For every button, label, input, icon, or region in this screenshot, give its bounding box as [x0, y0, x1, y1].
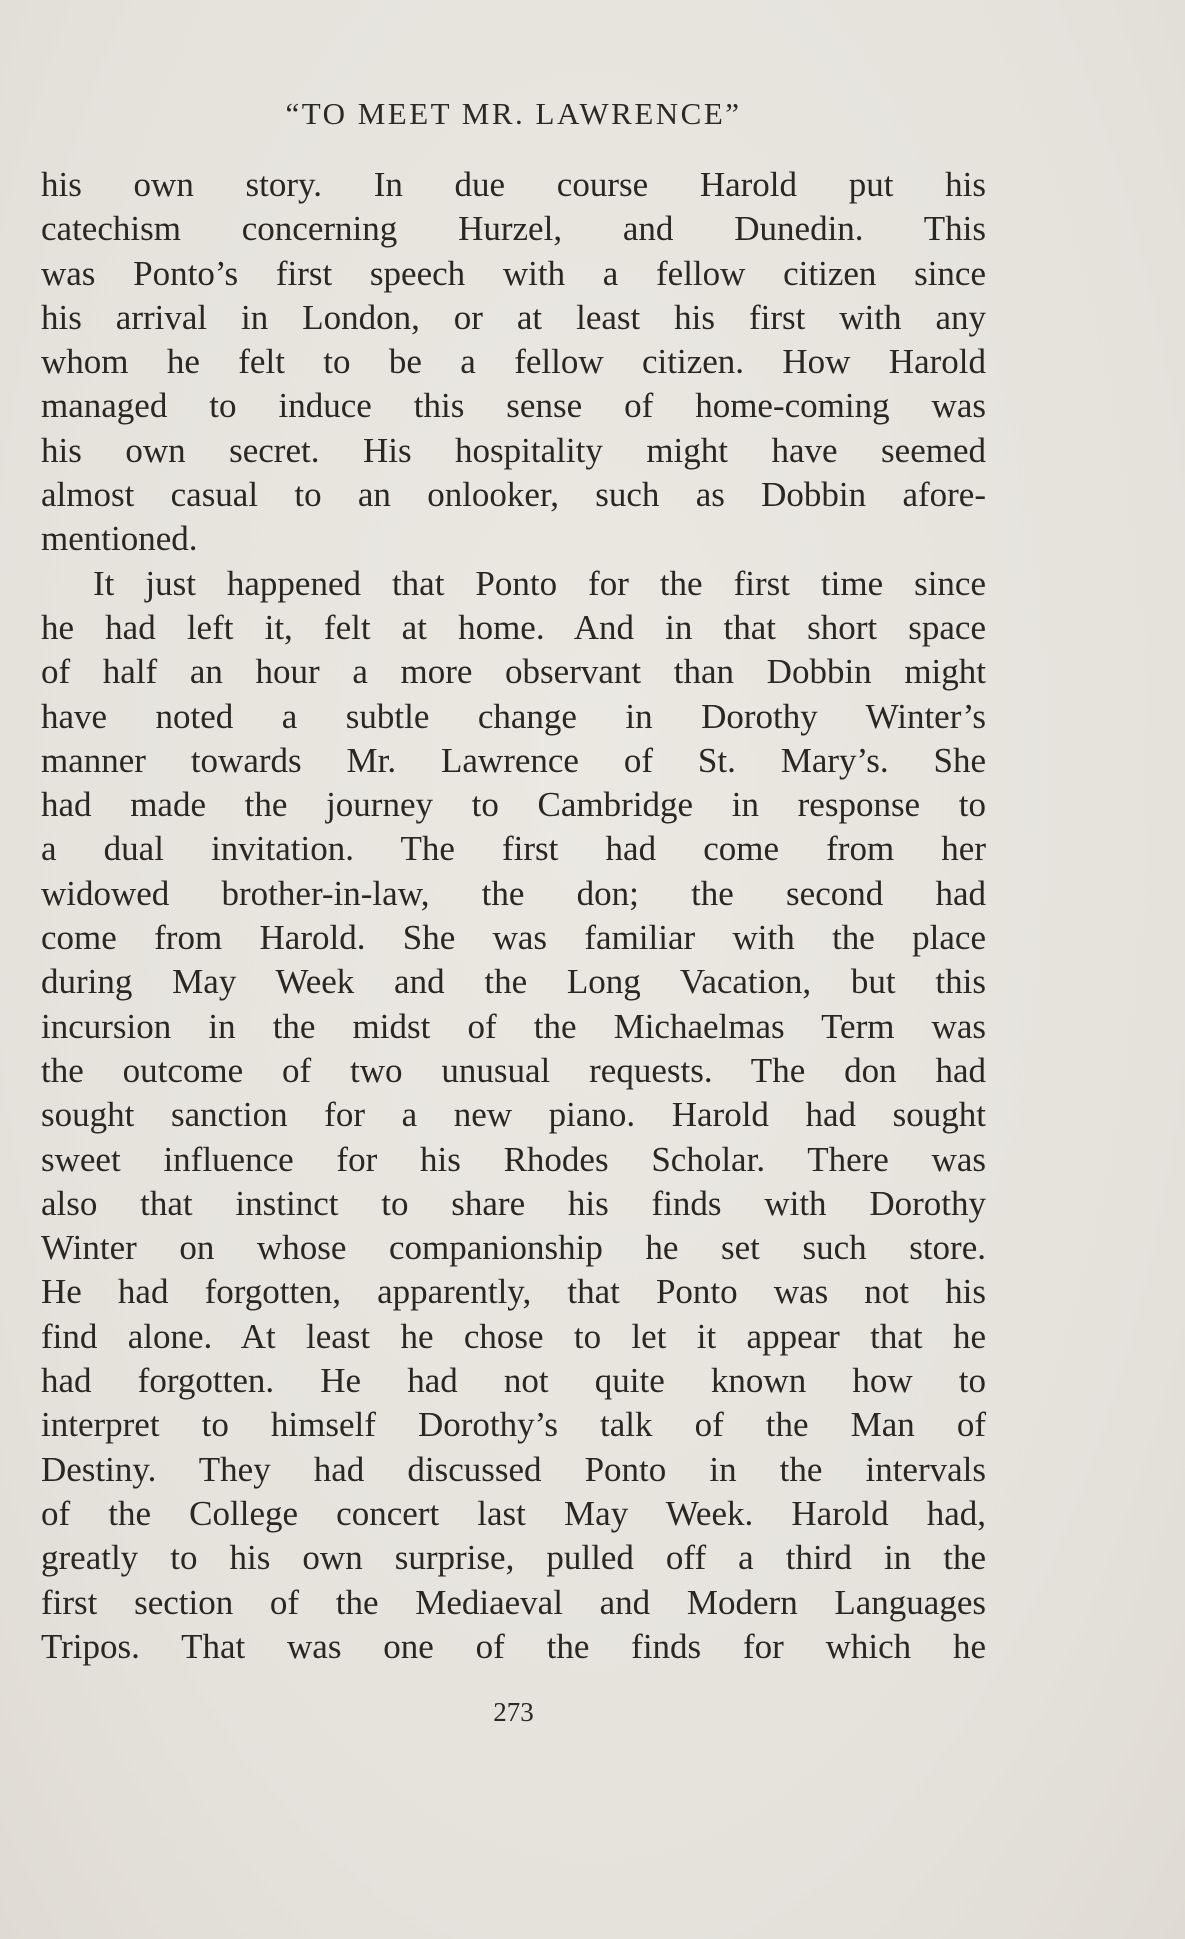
text-line: he had left it, felt at home. And in that short space — [41, 607, 986, 647]
text-line: widowed brother-in-law, the don; the second had — [41, 873, 986, 913]
text-line: incursion in the midst of the Michaelmas Term was — [41, 1006, 986, 1046]
text-line: of the College concert last May Week. Harold had, — [41, 1493, 986, 1533]
text-line: also that instinct to share his finds with Dorothy — [41, 1183, 986, 1223]
text-line: his own secret. His hospitality might have seemed — [41, 430, 986, 470]
text-line: mentioned. — [41, 519, 198, 559]
text-line: Winter on whose companionship he set such store. — [41, 1228, 986, 1268]
text-line: managed to induce this sense of home-coming was — [41, 386, 986, 426]
text-line: He had forgotten, apparently, that Ponto was not his — [41, 1272, 986, 1312]
text-line: had forgotten. He had not quite known how to — [41, 1361, 986, 1401]
text-line: come from Harold. She was familiar with the place — [41, 918, 986, 958]
text-line: whom he felt to be a fellow citizen. How Harold — [41, 342, 986, 382]
text-line: first section of the Mediaeval and Modern Languages — [41, 1582, 986, 1622]
text-line: find alone. At least he chose to let it appear that he — [41, 1316, 986, 1356]
text-line: It just happened that Ponto for the first time since — [93, 563, 986, 603]
text-line: Tripos. That was one of the finds for which he — [41, 1626, 986, 1666]
text-line: have noted a subtle change in Dorothy Winter’s — [41, 696, 986, 736]
text-line: greatly to his own surprise, pulled off a third in the — [41, 1538, 986, 1578]
text-line: catechism concerning Hurzel, and Dunedin. This — [41, 209, 986, 249]
text-line: had made the journey to Cambridge in response to — [41, 785, 986, 825]
text-line: interpret to himself Dorothy’s talk of the Man of — [41, 1405, 986, 1445]
text-line: his own story. In due course Harold put his — [41, 165, 986, 204]
text-line: a dual invitation. The first had come from her — [41, 829, 986, 869]
text-line: of half an hour a more observant than Dobbin might — [41, 652, 986, 692]
text-line: manner towards Mr. Lawrence of St. Mary’s. She — [41, 740, 986, 780]
text-line: sought sanction for a new piano. Harold had sought — [41, 1095, 986, 1135]
text-line: sweet influence for his Rhodes Scholar. There was — [41, 1139, 986, 1179]
running-head: “TO MEET MR. LAWRENCE” — [285, 96, 742, 131]
text-line: the outcome of two unusual requests. The don had — [41, 1050, 986, 1090]
text-line: almost casual to an onlooker, such as Dobbin afore- — [41, 475, 986, 515]
body-text — [41, 163, 986, 1669]
page-number: 273 — [493, 1697, 534, 1727]
text-line: was Ponto’s first speech with a fellow citizen since — [41, 253, 986, 293]
text-line: Destiny. They had discussed Ponto in the intervals — [41, 1449, 986, 1489]
text-line: during May Week and the Long Vacation, but this — [41, 962, 986, 1002]
text-line: his arrival in London, or at least his first with any — [41, 297, 986, 337]
